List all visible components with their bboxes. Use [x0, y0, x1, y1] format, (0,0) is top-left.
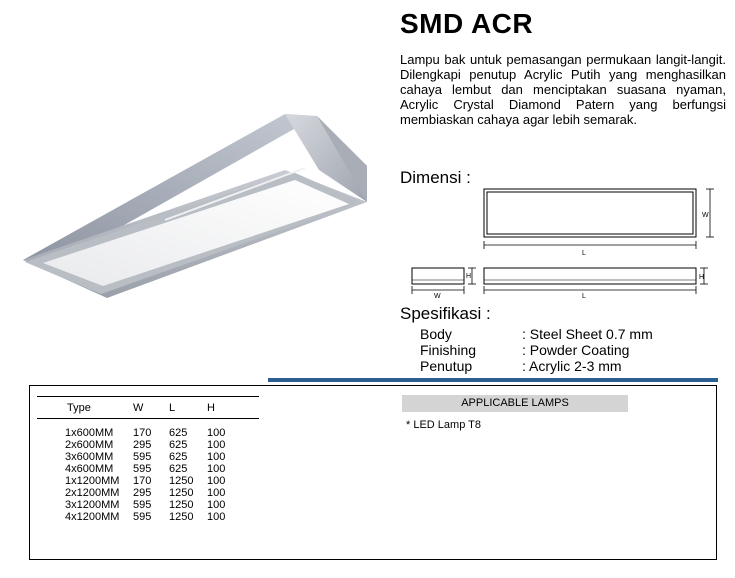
table-row — [37, 451, 259, 463]
table-row — [37, 487, 259, 499]
cell-h: 100 — [207, 487, 226, 499]
cell-type: 2x1200MM — [65, 487, 120, 499]
cell-w: 595 — [133, 511, 152, 523]
cell-type: 4x600MM — [65, 463, 114, 475]
product-image — [15, 110, 385, 310]
end-view-w-label: W — [434, 293, 441, 300]
spec-row-finishing — [420, 342, 629, 358]
cell-l: 1250 — [169, 499, 194, 511]
cell-w: 295 — [133, 487, 152, 499]
dimension-heading: Dimensi : — [400, 168, 471, 187]
lamp-item: * LED Lamp T8 — [406, 419, 482, 431]
cell-h: 100 — [207, 475, 226, 487]
table-row — [37, 463, 259, 475]
end-view-h-label: H — [466, 273, 472, 280]
dimension-top-view — [478, 183, 718, 258]
spec-value: : Acrylic 2-3 mm — [522, 358, 622, 374]
cell-h: 100 — [207, 463, 226, 475]
cell-l: 625 — [169, 439, 188, 451]
side-view-l-label: L — [582, 293, 586, 300]
table-row — [37, 427, 259, 439]
spec-key: Penutup — [420, 358, 473, 374]
cell-w: 595 — [133, 451, 152, 463]
cell-l: 625 — [169, 463, 188, 475]
cell-h: 100 — [207, 511, 226, 523]
table-row — [37, 511, 259, 523]
dimension-side-view — [478, 262, 718, 300]
cell-w: 595 — [133, 499, 152, 511]
col-header-h: H — [207, 402, 215, 414]
table-header-row — [37, 402, 259, 414]
cell-w: 295 — [133, 439, 152, 451]
cell-h: 100 — [207, 439, 226, 451]
dimension-end-view — [406, 262, 478, 300]
cell-l: 1250 — [169, 475, 194, 487]
spec-row-body — [420, 326, 653, 342]
product-description: Lampu bak untuk pemasangan permukaan langit-langit. Dilengkapi penutup Acrylic Putih yang menghasilkan cahaya lembut dan menciptakan suasana nyaman, Acrylic Crystal Diamond Patern yang berfungsi membiaskan cahaya agar lebih semarak. — [400, 52, 726, 127]
spec-heading: Spesifikasi : — [400, 304, 491, 323]
applicable-lamps-header: APPLICABLE LAMPS — [402, 395, 628, 412]
cell-type: 1x600MM — [65, 427, 114, 439]
spec-key: Body — [420, 326, 452, 342]
product-title: SMD ACR — [400, 8, 534, 39]
spec-value: : Powder Coating — [522, 342, 630, 358]
col-header-type: Type — [67, 402, 91, 414]
top-view-w-label: W — [702, 212, 709, 219]
cell-l: 1250 — [169, 511, 194, 523]
table-rule-header — [37, 418, 259, 419]
cell-h: 100 — [207, 499, 226, 511]
cell-type: 2x600MM — [65, 439, 114, 451]
col-header-l: L — [169, 402, 176, 414]
cell-type: 3x1200MM — [65, 499, 120, 511]
table-row — [37, 499, 259, 511]
cell-l: 625 — [169, 427, 188, 439]
spec-row-penutup — [420, 358, 622, 374]
cell-type: 1x1200MM — [65, 475, 120, 487]
cell-w: 595 — [133, 463, 152, 475]
accent-divider — [268, 378, 718, 382]
table-row — [37, 475, 259, 487]
cell-type: 4x1200MM — [65, 511, 120, 523]
table-rule-top — [37, 396, 259, 397]
cell-h: 100 — [207, 451, 226, 463]
cell-w: 170 — [133, 427, 152, 439]
info-panel — [29, 385, 717, 560]
cell-l: 1250 — [169, 487, 194, 499]
cell-h: 100 — [207, 427, 226, 439]
cell-type: 3x600MM — [65, 451, 114, 463]
table-row — [37, 439, 259, 451]
col-header-w: W — [133, 402, 144, 414]
spec-value: : Steel Sheet 0.7 mm — [522, 326, 653, 342]
top-view-l-label: L — [582, 250, 586, 257]
cell-w: 170 — [133, 475, 152, 487]
side-view-h-label: H — [699, 274, 705, 281]
spec-key: Finishing — [420, 342, 477, 358]
cell-l: 625 — [169, 451, 188, 463]
